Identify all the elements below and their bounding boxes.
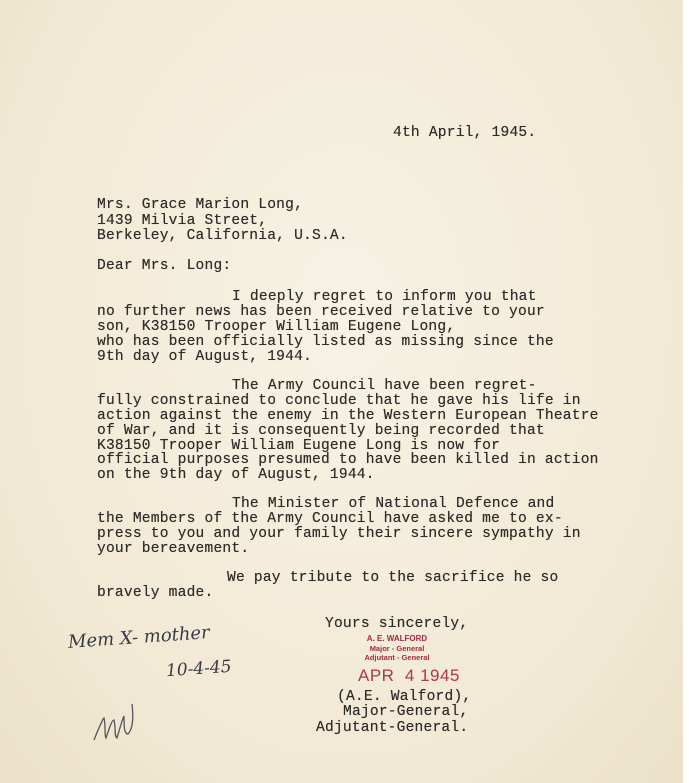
paragraph-line: fully constrained to conclude that he gave his life in (97, 392, 581, 409)
paragraph-3 (97, 497, 581, 557)
paragraph-line: press to you and your family their sincere sympathy in (97, 525, 581, 542)
paragraph-line: K38150 Trooper William Eugene Long is now for (97, 437, 501, 454)
stamp-title: Adjutant - General (364, 653, 430, 662)
recipient-address (97, 198, 348, 245)
signature-name: (A.E. Walford), (337, 689, 472, 705)
letter-date: 4th April, 1945. (393, 125, 537, 141)
signature-title: Adjutant-General. (316, 720, 469, 736)
recipient-line: Mrs. Grace Marion Long, (97, 197, 304, 213)
handwritten-initials (90, 690, 150, 755)
handwritten-note: Mem X- mother (67, 622, 211, 653)
recipient-line: Berkeley, California, U.S.A. (97, 228, 348, 245)
page-edge (683, 0, 689, 783)
paragraph-1 (97, 290, 554, 364)
paragraph-line: of War, and it is consequently being recorded that (97, 422, 545, 439)
paragraph-line: son, K38150 Trooper William Eugene Long, (97, 318, 456, 335)
paragraph-line: no further news has been received relative to your (97, 303, 545, 320)
received-date-stamp: APR 4 1945 (358, 666, 460, 685)
paragraph-line: the Members of the Army Council have asked me to ex- (97, 510, 563, 527)
paragraph-line: your bereavement. (97, 540, 250, 557)
handwritten-date: 10-4-45 (165, 656, 233, 682)
recipient-line: 1439 Milvia Street, (97, 212, 268, 229)
paragraph-line: The Army Council have been regret- (232, 378, 537, 394)
salutation: Dear Mrs. Long: (97, 258, 232, 274)
paragraph-line: on the 9th day of August, 1944. (97, 467, 375, 484)
paragraph-line: bravely made. (97, 584, 214, 601)
closing: Yours sincerely, (325, 616, 469, 632)
paragraph-2 (97, 379, 599, 483)
paragraph-4 (97, 571, 558, 601)
stamp-rank: Major - General (369, 643, 425, 653)
paragraph-line: 9th day of August, 1944. (97, 348, 312, 365)
paragraph-line: official purposes presumed to have been killed in action (97, 452, 599, 469)
paragraph-line: We pay tribute to the sacrifice he so (227, 570, 559, 586)
paragraph-line: I deeply regret to inform you that (232, 289, 537, 305)
initials-scribble-icon (90, 690, 150, 750)
paragraph-line: The Minister of National Defence and (232, 496, 555, 512)
paragraph-line: action against the enemy in the Western European Theatre (97, 407, 599, 424)
stamp-name: A. E. WALFORD (366, 634, 428, 643)
paragraph-line: who has been officially listed as missing since the (97, 333, 554, 350)
signature-stamp (362, 634, 432, 663)
signature-rank: Major-General, (343, 704, 469, 720)
